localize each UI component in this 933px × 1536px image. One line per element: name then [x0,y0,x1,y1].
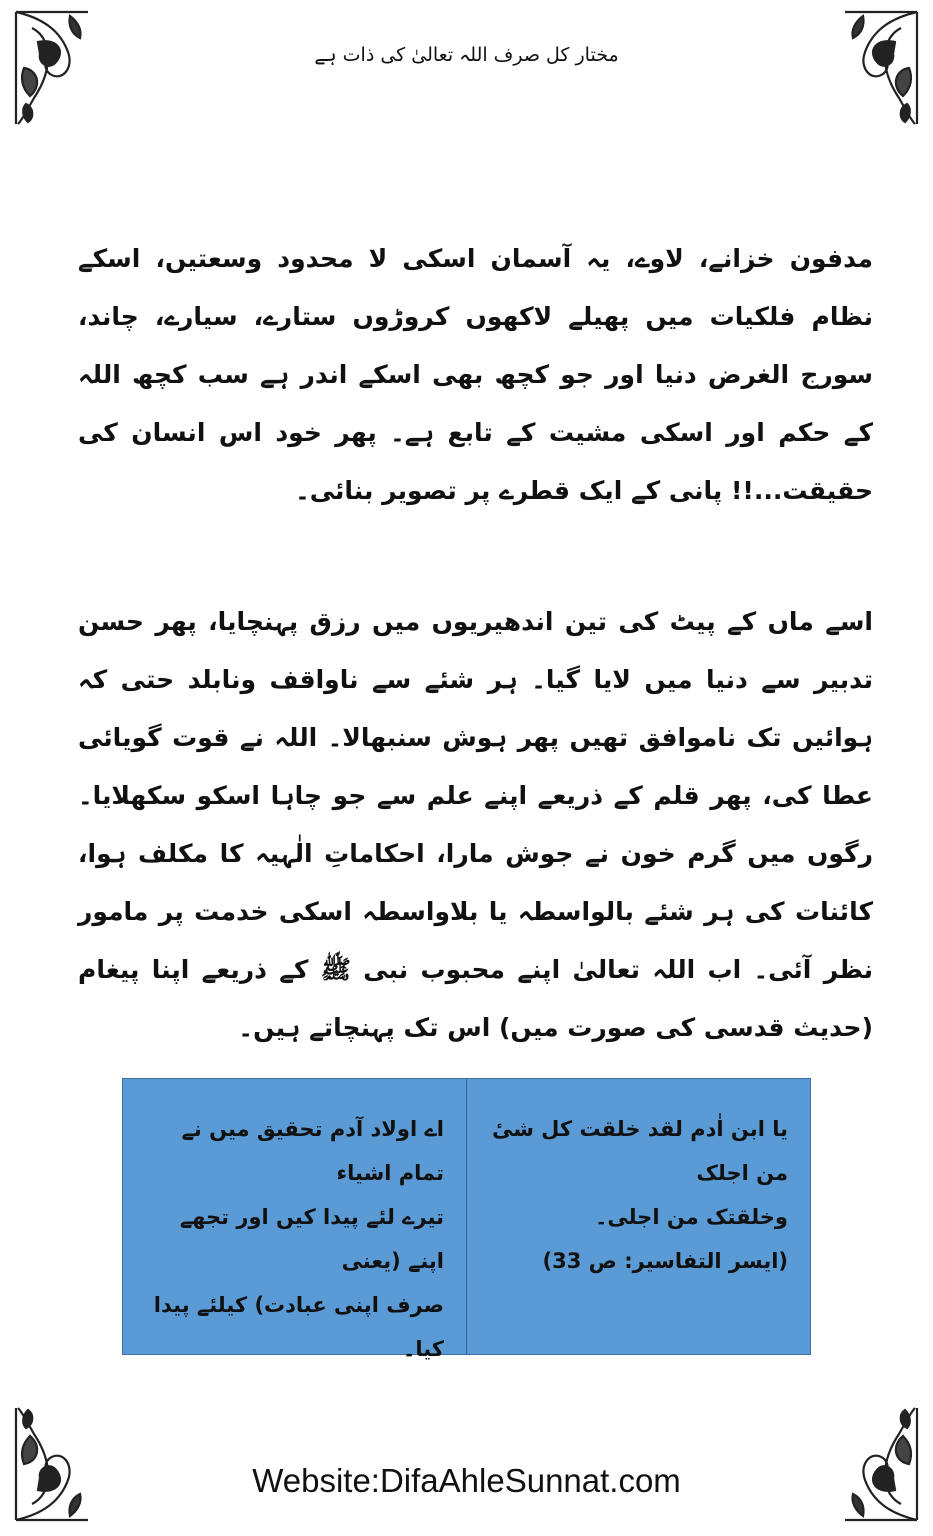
arabic-line: یا ابن اٰدم لقد خلقت کل شیٔ من اجلک [491,1117,788,1185]
arabic-text-column [466,1079,810,1354]
translation-line: تیرے لئے پیدا کیں اور تجھے اپنے (یعنی [179,1205,444,1273]
reference-citation: (ایسر التفاسیر: ص 33) [542,1249,788,1273]
paragraph-2: اسے ماں کے پیٹ کی تین اندھیریوں میں رزق پہنچایا، پھر حسن تدبیر سے دنیا میں لایا گیا۔ ہر شئے سے ناواقف ونابلد حتی کہ ہوائیں تک ناموافق تھیں پھر ہوش سنبھالا۔ اللہ نے قوت گویائی عطا کی، پھر قلم کے ذریعے اپنے علم سے جو چاہا اسکو سکھلایا۔ رگوں میں گرم خون نے جوش مارا، احکاماتِ الٰہیہ کا مکلف ہوا، کائنات کی ہر شئے بالواسطہ یا بلاواسطہ اسکی خدمت پر مامور نظر آئی۔ اب اللہ تعالیٰ اپنے محبوب نبی ﷺ کے ذریعے اپنا پیغام (حدیث قدسی کی صورت میں) اس تک پہنچاتے ہیں۔ [78,607,873,1042]
urdu-translation-column [123,1079,466,1361]
paragraph-1: مدفون خزانے، لاوے، یہ آسمان اسکی لا محدود وسعتیں، اسکے نظام فلکیات میں پھیلے لاکھوں کروڑوں ستارے، سیارے، چاند، سورج الغرض دنیا اور جو کچھ بھی اسکے اندر ہے سب کچھ اللہ کے حکم اور اسکی مشیت کے تابع ہے۔ پھر خود اس انسان کی حقیقت...!! پانی کے ایک قطرے پر تصویر بنائی۔ [78,244,873,505]
floral-corner-ornament-icon [12,8,92,128]
page-title: مختار کل صرف اللہ تعالیٰ کی ذات ہے [314,44,619,66]
hadith-quote-box [122,1078,811,1361]
floral-corner-ornament-icon [841,8,921,128]
arabic-line: وخلقتک من اجلی۔ [595,1205,788,1229]
translation-line: اے اولاد آدم تحقیق میں نے تمام اشیاء [181,1117,444,1185]
translation-line: صرف اپنی عبادت) کیلئے پیدا کیا۔ [153,1293,444,1361]
website-footer: Website:DifaAhleSunnat.com [252,1462,681,1499]
